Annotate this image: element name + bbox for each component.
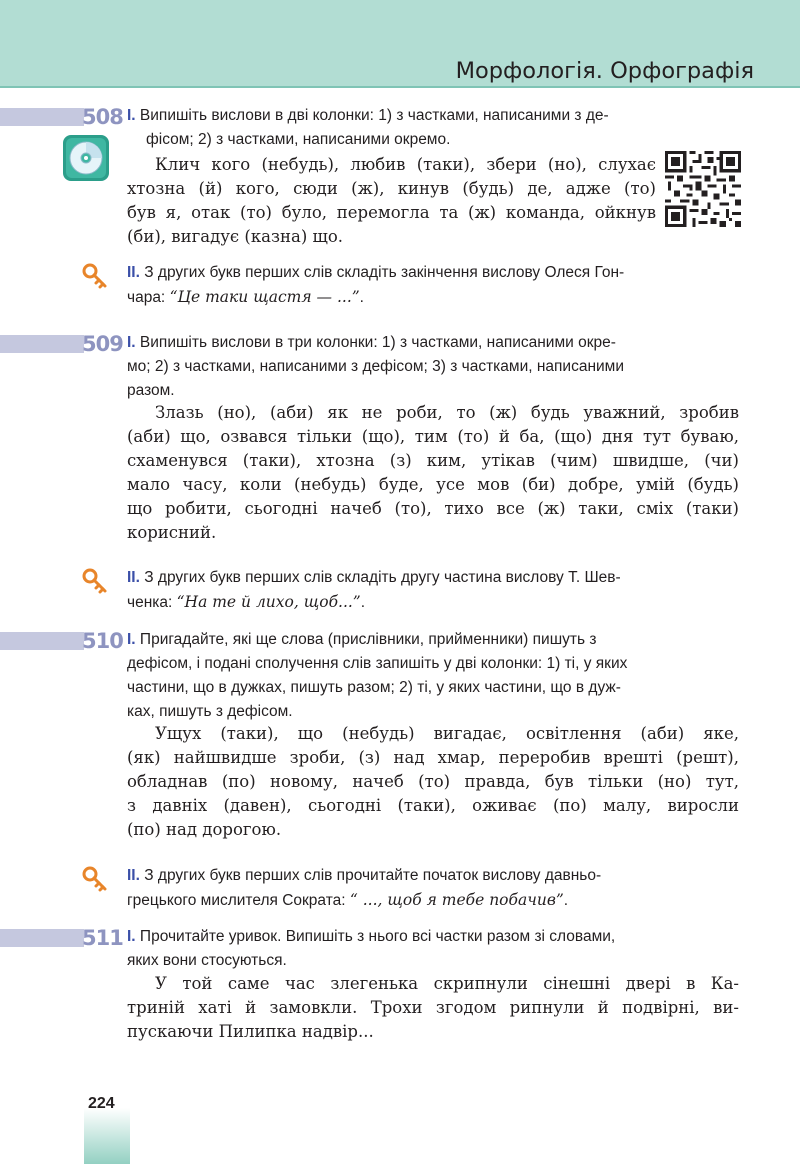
text-line: обладнав (по) новому, начеб (то) правда, був тільки (но) тут,: [127, 772, 739, 791]
part-marker: I.: [127, 334, 136, 351]
text-line: схаменувся (таки), хтозна (з) ким, утікав (чим) швидше, (чи): [127, 451, 739, 470]
key-icon: [82, 568, 108, 594]
instruction-line: дефісом, і подані сполучення слів запишіть у дві колонки: 1) ті, у яких: [127, 655, 628, 672]
exercise-number: 508: [82, 105, 123, 129]
instruction-line: фісом; 2) з частками, написаними окремо.: [146, 131, 451, 148]
text-line: (по) над дорогою.: [127, 820, 282, 839]
quote: “На те й лихо, щоб...”: [176, 593, 361, 611]
exercise-instruction: [127, 925, 739, 973]
cd-disc-icon: [62, 134, 110, 182]
text-line: (би), вигадує (казна) що.: [127, 227, 344, 246]
exercise-task-two: [127, 864, 739, 913]
text-line: Клич кого (небудь), любив (таки), збери (но), слухає: [155, 155, 656, 174]
text-line: що робити, сьогодні начеб (то), тихо все (ж) таки, сміх (таки): [127, 499, 739, 518]
part-marker: II.: [127, 569, 140, 586]
exercise-number-bar: [0, 335, 84, 353]
exercise-instruction: [127, 331, 739, 403]
exercise-task-two: [127, 261, 739, 310]
exercise-text: [127, 401, 739, 545]
instruction-line: разом.: [127, 382, 175, 399]
exercise-number: 509: [82, 332, 123, 356]
text-line: (як) найшвидше зроби, (з) над хмар, переробив врешті (решт),: [127, 748, 739, 767]
header-divider: [0, 86, 800, 88]
text-line: з давніх (давен), сьогодні (таки), оживає (по) малу, виросли: [127, 796, 739, 815]
instruction-line: II. З других букв перших слів складіть другу частина вислову Т. Шев-: [127, 569, 621, 586]
key-icon: [82, 866, 108, 892]
instruction-line: II. З других букв перших слів складіть закінчення вислову Олеся Гон-: [127, 264, 625, 281]
part-marker: II.: [127, 264, 140, 281]
key-icon: [82, 263, 108, 289]
exercise-number: 511: [82, 926, 123, 950]
part-marker: I.: [127, 631, 136, 648]
text-line: Злазь (но), (аби) як не роби, то (ж) будь уважний, зробив: [155, 403, 739, 422]
exercise-number-bar: [0, 929, 84, 947]
page-number: 224: [88, 1095, 115, 1112]
part-marker: I.: [127, 928, 136, 945]
exercise-text: [127, 972, 739, 1044]
quote: “ ..., щоб я тебе побачив”: [349, 891, 564, 909]
instruction-line: частини, що в дужках, пишуть разом; 2) ті, у яких частини, що в дуж-: [127, 679, 621, 696]
text-line: був я, отак (то) було, перемогла та (ж) команда, ойкнув: [127, 203, 656, 222]
instruction-line: ках, пишуть з дефісом.: [127, 703, 293, 720]
exercise-text: [127, 153, 656, 249]
part-marker: II.: [127, 867, 140, 884]
instruction-line: I. Прочитайте уривок. Випишіть з нього всі частки разом зі словами,: [127, 928, 616, 945]
page-number-band: [84, 1108, 130, 1164]
text-line: корисний.: [127, 523, 217, 542]
exercise-number-bar: [0, 108, 84, 126]
instruction-line: I. Випишіть вислови в дві колонки: 1) з частками, написаними з де-: [127, 107, 609, 124]
exercise-number-bar: [0, 632, 84, 650]
exercise-task-two: [127, 566, 739, 615]
part-marker: I.: [127, 107, 136, 124]
section-title: Морфологія. Орфографія: [455, 58, 754, 84]
text-line: Ущух (таки), що (небудь) вигадає, освітлення (аби) яке,: [155, 724, 739, 743]
instruction-line: грецького мислителя Сократа: “ ..., щоб я тебе побачив”.: [127, 891, 569, 909]
text-line: хтозна (й) кого, сюди (ж), кинув (будь) де, адже (то): [127, 179, 656, 198]
instruction-line: мо; 2) з частками, написаними з дефісом; 3) з частками, написаними: [127, 358, 624, 375]
exercise-instruction: [127, 104, 739, 152]
text-line: пускаючи Пилипка надвір...: [127, 1022, 374, 1041]
exercise-instruction: [127, 628, 739, 724]
text-line: мало часу, коли (небудь) буде, усе мов (би) добре, умій (будь): [127, 475, 739, 494]
text-line: (аби) що, озвався тільки (що), тим (то) й ба, (що) дня тут буваю,: [127, 427, 739, 446]
instruction-line: яких вони стосуються.: [127, 952, 287, 969]
exercise-text: [127, 722, 739, 842]
quote: “Це таки щастя — ...”: [169, 288, 360, 306]
instruction-line: I. Пригадайте, які ще слова (прислівники, прийменники) пишуть з: [127, 631, 597, 648]
exercise-number: 510: [82, 629, 123, 653]
text-line: триній хаті й замовкли. Трохи згодом рипнули й подвірні, ви-: [127, 998, 739, 1017]
instruction-line: II. З других букв перших слів прочитайте початок вислову давньо-: [127, 867, 602, 884]
qr-code-icon: [665, 151, 741, 227]
text-line: У той саме час злегенька скрипнули сінешні двері в Ка-: [155, 974, 739, 993]
instruction-line: ченка: “На те й лихо, щоб...”.: [127, 593, 366, 611]
instruction-line: I. Випишіть вислови в три колонки: 1) з частками, написаними окре-: [127, 334, 616, 351]
instruction-line: чара: “Це таки щастя — ...”.: [127, 288, 364, 306]
